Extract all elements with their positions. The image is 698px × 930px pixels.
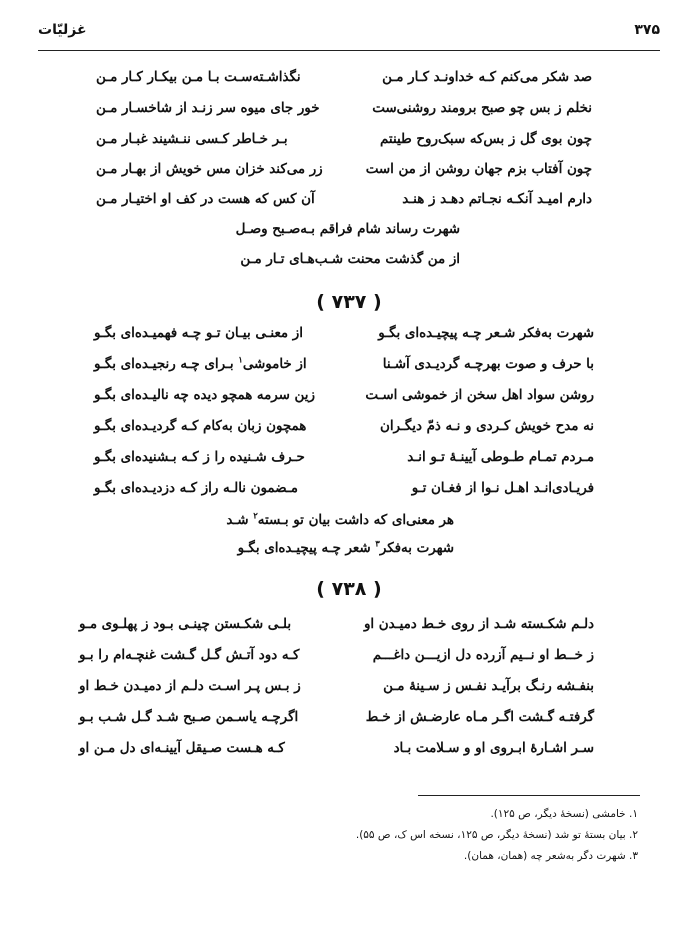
hemistich-left: خور جای میوه سر زنـد از شاخسـار مـن <box>96 100 320 116</box>
footnote: ۳. شهرت دگر به‌شعر چه (همان، همان). <box>463 850 638 862</box>
ghazal-number: ( ۷۳۷ ) <box>316 291 382 313</box>
closing-line <box>226 507 454 533</box>
hemistich-left: همچون زبان به‌کام کـه گردیـده‌ای بگـو <box>94 418 307 434</box>
closing-text: شعر چـه پیچیـده‌ای بگـو <box>237 540 376 556</box>
hemistich-right: گرفتـه گـشت اگـر مـاه عارضـش از خـط <box>365 709 594 725</box>
couplet <box>94 351 594 377</box>
footnote-marker: ۲ <box>253 511 258 522</box>
couplet <box>79 704 594 730</box>
hemistich-right: دلـم شکـسته شـد از روی خـط دمیـدن او <box>363 616 594 632</box>
hemistich-right: بنفـشه رنـگ برآیـد نفـس ز سـینهٔ مـن <box>383 678 594 694</box>
hemistich-left: نگذاشـته‌سـت بـا مـن بیکـار کـار مـن <box>96 69 301 85</box>
closing-line: شهرت رساند شام فراقم بـه‌صـبح وصـل <box>235 221 460 237</box>
hemistich-left: حـرف شـنیده را ز کـه بـشنیده‌ای بگـو <box>94 449 305 465</box>
closing-line: از من گذشت محنت شـب‌هـای تـار مـن <box>240 251 460 267</box>
closing-text: هر معنی‌ای که داشت بیان تو بـسته <box>257 512 454 528</box>
couplet <box>96 64 592 90</box>
closing-text: شهرت به‌فکر <box>379 540 454 556</box>
hemistich-text: از خاموشی <box>242 356 307 372</box>
footnote: ۱. خامشی (نسخهٔ دیگر، ص ۱۲۵). <box>490 808 638 820</box>
header-rule <box>38 50 660 51</box>
couplet <box>96 126 592 152</box>
hemistich-left: از معنـی بیـان تـو چـه فهمیـده‌ای بگـو <box>94 325 303 341</box>
couplet <box>79 611 594 637</box>
couplet <box>79 673 594 699</box>
page-header <box>38 22 660 44</box>
couplet <box>96 186 592 212</box>
couplet <box>94 413 594 439</box>
hemistich-right: چون بوی گل ز بس‌که سبک‌روح طینتم <box>380 131 592 147</box>
closing-text: شـد <box>226 512 254 528</box>
hemistich-text: بـرای چـه رنجیـده‌ای بگـو <box>94 356 239 372</box>
hemistich-right: دارم امیـد آنکـه نجـاتم دهـد ز هنـد <box>402 191 592 207</box>
hemistich-right: نه مدح خویش کـردی و نـه ذمّ دیگـران <box>379 418 594 434</box>
couplet <box>96 95 592 121</box>
hemistich-left: اگرچـه یاسـمن صـبح شـد گـل شـب بـو <box>79 709 299 725</box>
ghazal-number: ( ۷۳۸ ) <box>316 578 382 600</box>
hemistich-right: شهرت به‌فکر شـعر چـه پیچیـده‌ای بگـو <box>378 325 594 341</box>
couplet <box>94 382 594 408</box>
couplet <box>79 642 594 668</box>
hemistich-left: کـه دود آتـش گـل گـشت غنچـه‌ام را بـو <box>79 647 300 663</box>
hemistich-right: روشن سواد اهل سخن از خموشی اسـت <box>365 387 594 403</box>
hemistich-left: زر می‌کند خزان مس خویش از بهـار مـن <box>96 161 323 177</box>
page-number: ۳۷۵ <box>634 22 660 38</box>
hemistich-left: ز بـس پـر اسـت دلـم از دمیـدن خـط او <box>79 678 301 694</box>
hemistich-left: آن کس که هست در کف او اختیـار مـن <box>96 191 315 207</box>
couplet <box>94 320 594 346</box>
hemistich-left: کـه هـست صـیقل آیینـه‌ای دل مـن او <box>79 740 285 756</box>
hemistich-left: زین سرمه همچو دیده چه نالیـده‌ای بگـو <box>94 387 315 403</box>
hemistich-right: سـر اشـارهٔ ابـروی او و سـلامت بـاد <box>393 740 594 756</box>
hemistich-right: صد شکر می‌کنم کـه خداونـد کـار مـن <box>382 69 592 85</box>
footnote: ۲. بیان بستهٔ تو شد (نسخهٔ دیگر، ص ۱۲۵، نسخه اس ک، ص ۵۵). <box>355 829 638 841</box>
couplet <box>96 156 592 182</box>
running-head: غزلیّات <box>38 22 87 38</box>
footnote-marker: ۳ <box>375 539 380 550</box>
couplet <box>94 444 594 470</box>
hemistich-right: با حرف و صوت بهرچـه گردیـدی آشـنا <box>382 356 594 372</box>
footnote-marker: ۱ <box>238 355 243 366</box>
hemistich-right: نخلم ز بس چو صبح برومند روشنی‌ست <box>372 100 592 116</box>
hemistich-left: مـضمون نالـه راز کـه دزدیـده‌ای بگـو <box>94 480 298 496</box>
couplet <box>79 735 594 761</box>
hemistich-right: ز خــط او نــیم آزرده دل ازیـــن داغـــم <box>372 647 594 663</box>
couplet <box>94 475 594 501</box>
hemistich-left <box>94 351 307 377</box>
footnote-rule <box>418 795 640 796</box>
hemistich-left: بلـی شکـستن چینـی بـود ز پهلـوی مـو <box>79 616 292 632</box>
hemistich-right: مـردم تمـام طـوطی آیینـهٔ تـو انـد <box>407 449 594 465</box>
hemistich-left: بـر خـاطر کـسی ننـشیند غبـار مـن <box>96 131 288 147</box>
closing-line <box>238 535 454 561</box>
hemistich-right: چون آفتاب بزم جهان روشن از من است <box>365 161 592 177</box>
hemistich-right: فریـادی‌انـد اهـل نـوا از فغـان تـو <box>411 480 594 496</box>
